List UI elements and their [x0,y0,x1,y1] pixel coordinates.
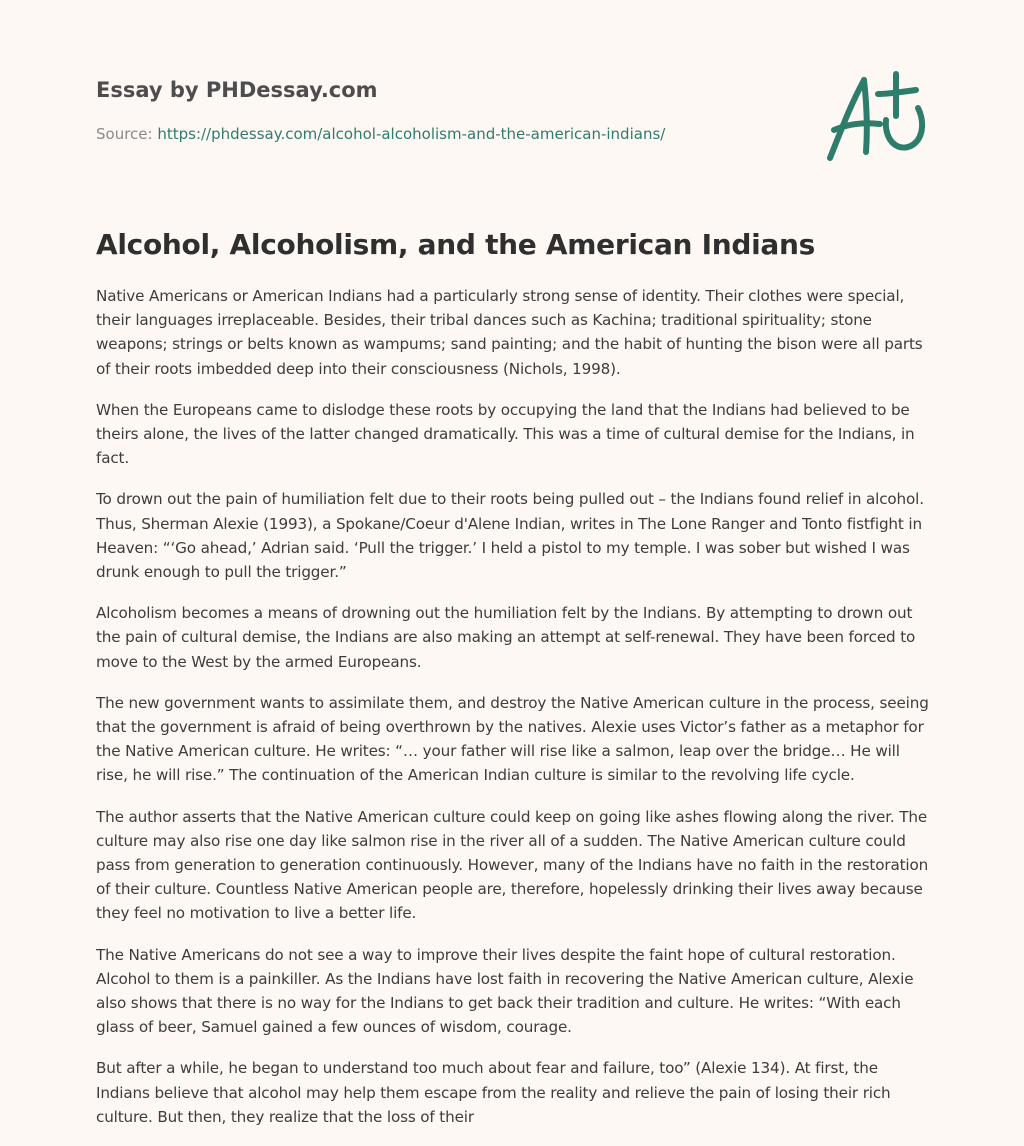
essay-body [96,284,932,1146]
header [96,76,796,144]
a-plus-logo-icon [820,66,930,166]
site-brand: Essay by PHDessay.com [96,78,378,102]
essay-paragraph: Alcoholism becomes a means of drowning out the humiliation felt by the Indians. By attempting to drown out the pain of cultural demise, the Indians are also making an attempt at self-renewal. They have been forced to move to the West by the armed Europeans. [96,604,916,671]
essay-paragraph: But after a while, he began to understand too much about fear and failure, too” (Alexie 134). At first, the Indians believe that alcohol may help them escape from the reality and relieve the pain of losing their rich culture. But then, they realize that the loss of their [96,1059,891,1126]
essay-paragraph: To drown out the pain of humiliation felt due to their roots being pulled out – the Indians found relief in alcohol. Thus, Sherman Alexie (1993), a Spokane/Coeur d'Alene Indian, writes in The Lone Ranger and Tonto fistfight in Heaven: “‘Go ahead,’ Adrian said. ‘Pull the trigger.’ I held a pistol to my temple. I was sober but wished I was drunk enough to pull the trigger.” [96,490,924,582]
essay-title: Alcohol, Alcoholism, and the American Indians [96,228,816,261]
essay-paragraph: When the Europeans came to dislodge these roots by occupying the land that the Indians had believed to be theirs alone, the lives of the latter changed dramatically. This was a time of cultural demise for the Indians, in fact. [96,400,915,468]
essay-paragraph: The new government wants to assimilate them, and destroy the Native American culture in the process, seeing that the government is afraid of being overthrown by the natives. Alexie uses Victor’s father as a metaphor for the Native American culture. He writes: “… your father will rise like a salmon, leap over the bridge… He will rise, he will rise.” The continuation of the American Indian culture is similar to the revolving life cycle. [96,693,929,785]
essay-paragraph: The author asserts that the Native American culture could keep on going like ashes flowing along the river. The culture may also rise one day like salmon rise in the river all of a sudden. The Native American culture could pass from generation to generation continuously. However, many of the Indians have no faith in the restoration of their culture. Countless Native American people are, therefore, hopelessly drinking their lives away because they feel no motivation to live a better life. [96,807,929,923]
essay-paragraph: The Native Americans do not see a way to improve their lives despite the faint hope of cultural restoration. Alcohol to them is a painkiller. As the Indians have lost faith in recovering the Native American culture, Alexie also shows that there is no way for the Indians to get back their tradition and culture. He writes: “With each glass of beer, Samuel gained a few ounces of wisdom, courage. [96,945,914,1037]
source-label: Source: [96,125,158,143]
essay-paragraph: Native Americans or American Indians had a particularly strong sense of identity. Their clothes were special, their languages irreplaceable. Besides, their tribal dances such as Kachina; traditional spirituality; stone weapons; strings or belts known as wampums; sand painting; and the habit of hunting the bison were all parts of their roots imbedded deep into their consciousness (Nichols, 1998). [96,287,923,378]
source-link[interactable]: https://phdessay.com/alcohol-alcoholism-and-the-american-indians/ [157,125,666,143]
source-line [96,124,796,144]
